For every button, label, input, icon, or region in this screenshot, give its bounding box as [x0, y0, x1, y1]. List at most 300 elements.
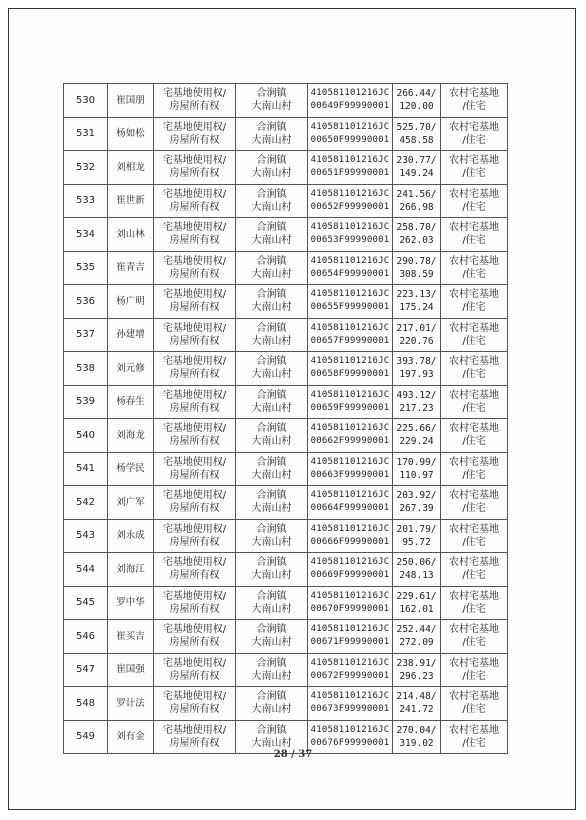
area-line: 272.09 — [399, 637, 434, 649]
location-line: 大南山村 — [251, 570, 292, 582]
location-line: 大南山村 — [251, 101, 292, 113]
land-use-cell — [441, 553, 508, 587]
land-use-line: /住宅 — [462, 536, 486, 548]
unit-id-line: 410581101216JC — [310, 289, 390, 300]
location-line: 大南山村 — [251, 670, 292, 682]
row-number-cell: 533 — [64, 184, 108, 218]
registry-table — [63, 83, 508, 754]
table-row — [64, 653, 508, 687]
land-use-cell — [441, 419, 508, 453]
location-line: 合涧镇 — [256, 255, 287, 267]
land-use-cell — [441, 452, 508, 486]
right-type-line: 房屋所有权 — [169, 168, 220, 180]
location-line: 合涧镇 — [256, 590, 287, 602]
unit-id-line: 00663F99990001 — [310, 469, 390, 480]
land-use-line: /住宅 — [462, 503, 486, 515]
right-type-line: 房屋所有权 — [169, 402, 220, 414]
row-number-cell: 535 — [64, 251, 108, 285]
owner-name-cell: 罗计法 — [108, 687, 154, 721]
right-type-line: 宅基地使用权/ — [162, 590, 227, 602]
row-number-cell: 549 — [64, 720, 108, 754]
area-line: 230.77/ — [396, 155, 437, 167]
row-number-cell: 538 — [64, 352, 108, 386]
unit-id-line: 00669F99990001 — [310, 570, 390, 581]
land-use-line: 农村宅基地 — [449, 255, 499, 267]
land-use-cell — [441, 318, 508, 352]
owner-name-cell: 杨如松 — [108, 117, 154, 151]
area-cell — [393, 553, 441, 587]
row-number-cell: 548 — [64, 687, 108, 721]
area-cell — [393, 352, 441, 386]
row-number-cell: 540 — [64, 419, 108, 453]
unit-id-line: 00672F99990001 — [310, 670, 390, 681]
unit-id-line: 410581101216JC — [310, 222, 390, 233]
right-type-line: 房屋所有权 — [169, 436, 220, 448]
unit-id-line: 410581101216JC — [310, 557, 390, 568]
right-type-cell — [154, 486, 236, 520]
land-use-cell — [441, 519, 508, 553]
table-row — [64, 553, 508, 587]
right-type-line: 房屋所有权 — [169, 570, 220, 582]
land-use-cell — [441, 151, 508, 185]
right-type-line: 宅基地使用权/ — [162, 322, 227, 334]
unit-id-cell — [308, 620, 393, 654]
area-cell — [393, 385, 441, 419]
right-type-cell — [154, 84, 236, 118]
unit-id-line: 00666F99990001 — [310, 536, 390, 547]
location-line: 合涧镇 — [256, 691, 287, 703]
row-number-cell: 541 — [64, 452, 108, 486]
unit-id-cell — [308, 452, 393, 486]
right-type-line: 宅基地使用权/ — [162, 389, 227, 401]
location-cell — [236, 653, 308, 687]
unit-id-line: 00657F99990001 — [310, 335, 390, 346]
unit-id-line: 410581101216JC — [310, 356, 390, 367]
row-number-cell: 546 — [64, 620, 108, 654]
owner-name-cell: 杨广明 — [108, 285, 154, 319]
location-line: 大南山村 — [251, 737, 292, 749]
unit-id-line: 410581101216JC — [310, 322, 390, 333]
unit-id-line: 410581101216JC — [310, 88, 390, 99]
area-line: 220.76 — [399, 335, 434, 347]
unit-id-cell — [308, 653, 393, 687]
right-type-line: 宅基地使用权/ — [162, 155, 227, 167]
area-cell — [393, 653, 441, 687]
land-use-line: 农村宅基地 — [449, 389, 499, 401]
table-row — [64, 184, 508, 218]
area-line: 175.24 — [399, 302, 434, 314]
unit-id-line: 410581101216JC — [310, 657, 390, 668]
right-type-line: 宅基地使用权/ — [162, 557, 227, 569]
location-line: 合涧镇 — [256, 724, 287, 736]
location-cell — [236, 117, 308, 151]
location-cell — [236, 687, 308, 721]
row-number-cell: 530 — [64, 84, 108, 118]
table-row — [64, 687, 508, 721]
land-use-cell — [441, 84, 508, 118]
land-use-line: /住宅 — [462, 369, 486, 381]
table-row — [64, 586, 508, 620]
unit-id-line: 410581101216JC — [310, 155, 390, 166]
right-type-line: 房屋所有权 — [169, 603, 220, 615]
right-type-line: 宅基地使用权/ — [162, 188, 227, 200]
location-cell — [236, 452, 308, 486]
land-use-line: 农村宅基地 — [449, 188, 499, 200]
unit-id-line: 00671F99990001 — [310, 637, 390, 648]
location-cell — [236, 419, 308, 453]
location-cell — [236, 519, 308, 553]
area-line: 214.48/ — [396, 691, 437, 703]
land-use-cell — [441, 486, 508, 520]
unit-id-line: 00652F99990001 — [310, 201, 390, 212]
right-type-cell — [154, 352, 236, 386]
location-cell — [236, 486, 308, 520]
area-line: 493.12/ — [396, 389, 437, 401]
unit-id-cell — [308, 553, 393, 587]
unit-id-cell — [308, 251, 393, 285]
area-line: 250.06/ — [396, 557, 437, 569]
location-cell — [236, 553, 308, 587]
location-line: 大南山村 — [251, 637, 292, 649]
area-line: 248.13 — [399, 570, 434, 582]
right-type-cell — [154, 318, 236, 352]
land-use-line: /住宅 — [462, 101, 486, 113]
table-row — [64, 452, 508, 486]
land-use-line: 农村宅基地 — [449, 88, 499, 100]
location-line: 大南山村 — [251, 201, 292, 213]
row-number-cell: 543 — [64, 519, 108, 553]
land-use-line: 农村宅基地 — [449, 289, 499, 301]
location-line: 大南山村 — [251, 369, 292, 381]
unit-id-line: 00664F99990001 — [310, 503, 390, 514]
unit-id-cell — [308, 151, 393, 185]
land-use-line: 农村宅基地 — [449, 322, 499, 334]
right-type-line: 宅基地使用权/ — [162, 624, 227, 636]
unit-id-line: 410581101216JC — [310, 490, 390, 501]
area-line: 225.66/ — [396, 423, 437, 435]
owner-name-cell: 刘海龙 — [108, 419, 154, 453]
unit-id-line: 410581101216JC — [310, 255, 390, 266]
location-line: 大南山村 — [251, 503, 292, 515]
unit-id-cell — [308, 318, 393, 352]
unit-id-line: 00650F99990001 — [310, 134, 390, 145]
right-type-line: 房屋所有权 — [169, 704, 220, 716]
location-line: 大南山村 — [251, 335, 292, 347]
right-type-cell — [154, 285, 236, 319]
right-type-line: 宅基地使用权/ — [162, 490, 227, 502]
land-use-cell — [441, 620, 508, 654]
area-line: 266.98 — [399, 201, 434, 213]
right-type-line: 房屋所有权 — [169, 335, 220, 347]
area-line: 120.00 — [399, 101, 434, 113]
land-use-line: 农村宅基地 — [449, 222, 499, 234]
location-line: 大南山村 — [251, 134, 292, 146]
location-line: 大南山村 — [251, 436, 292, 448]
area-line: 201.79/ — [396, 523, 437, 535]
land-use-line: /住宅 — [462, 268, 486, 280]
table-row — [64, 84, 508, 118]
owner-name-cell: 崔买吉 — [108, 620, 154, 654]
location-line: 合涧镇 — [256, 88, 287, 100]
right-type-cell — [154, 586, 236, 620]
land-use-line: 农村宅基地 — [449, 724, 499, 736]
table-row — [64, 218, 508, 252]
location-line: 合涧镇 — [256, 356, 287, 368]
land-use-line: /住宅 — [462, 670, 486, 682]
unit-id-cell — [308, 419, 393, 453]
right-type-line: 房屋所有权 — [169, 469, 220, 481]
area-line: 267.39 — [399, 503, 434, 515]
right-type-line: 房屋所有权 — [169, 268, 220, 280]
table-row — [64, 519, 508, 553]
area-line: 270.04/ — [396, 724, 437, 736]
land-use-line: /住宅 — [462, 134, 486, 146]
land-use-cell — [441, 218, 508, 252]
land-use-cell — [441, 184, 508, 218]
area-cell — [393, 184, 441, 218]
land-use-cell — [441, 586, 508, 620]
unit-id-cell — [308, 285, 393, 319]
right-type-line: 宅基地使用权/ — [162, 88, 227, 100]
unit-id-line: 00673F99990001 — [310, 704, 390, 715]
right-type-line: 宅基地使用权/ — [162, 222, 227, 234]
table-row — [64, 385, 508, 419]
land-use-line: 农村宅基地 — [449, 523, 499, 535]
right-type-line: 宅基地使用权/ — [162, 356, 227, 368]
right-type-line: 宅基地使用权/ — [162, 121, 227, 133]
right-type-cell — [154, 687, 236, 721]
unit-id-line: 410581101216JC — [310, 724, 390, 735]
area-line: 217.01/ — [396, 322, 437, 334]
owner-name-cell: 杨学民 — [108, 452, 154, 486]
row-number-cell: 537 — [64, 318, 108, 352]
right-type-cell — [154, 519, 236, 553]
area-cell — [393, 687, 441, 721]
unit-id-line: 410581101216JC — [310, 456, 390, 467]
owner-name-cell: 杨春生 — [108, 385, 154, 419]
owner-name-cell: 孙建增 — [108, 318, 154, 352]
owner-name-cell: 刘海江 — [108, 553, 154, 587]
area-line: 217.23 — [399, 402, 434, 414]
area-line: 203.92/ — [396, 490, 437, 502]
right-type-line: 房屋所有权 — [169, 503, 220, 515]
owner-name-cell: 刘广军 — [108, 486, 154, 520]
row-number-cell: 542 — [64, 486, 108, 520]
row-number-cell: 544 — [64, 553, 108, 587]
unit-id-line: 00651F99990001 — [310, 168, 390, 179]
location-line: 合涧镇 — [256, 456, 287, 468]
right-type-line: 宅基地使用权/ — [162, 724, 227, 736]
table-row — [64, 318, 508, 352]
land-use-cell — [441, 352, 508, 386]
land-use-line: /住宅 — [462, 201, 486, 213]
area-line: 229.24 — [399, 436, 434, 448]
area-cell — [393, 486, 441, 520]
land-use-cell — [441, 285, 508, 319]
right-type-line: 房屋所有权 — [169, 637, 220, 649]
unit-id-line: 00662F99990001 — [310, 436, 390, 447]
unit-id-line: 410581101216JC — [310, 691, 390, 702]
location-line: 合涧镇 — [256, 490, 287, 502]
land-use-line: /住宅 — [462, 335, 486, 347]
owner-name-cell: 崔国强 — [108, 653, 154, 687]
row-number-cell: 547 — [64, 653, 108, 687]
unit-id-line: 410581101216JC — [310, 590, 390, 601]
unit-id-cell — [308, 687, 393, 721]
row-number-cell: 532 — [64, 151, 108, 185]
area-line: 290.78/ — [396, 255, 437, 267]
land-use-line: 农村宅基地 — [449, 557, 499, 569]
land-use-line: 农村宅基地 — [449, 691, 499, 703]
right-type-cell — [154, 117, 236, 151]
unit-id-cell — [308, 519, 393, 553]
right-type-cell — [154, 385, 236, 419]
land-use-line: 农村宅基地 — [449, 456, 499, 468]
land-use-cell — [441, 687, 508, 721]
location-line: 大南山村 — [251, 704, 292, 716]
unit-id-line: 410581101216JC — [310, 121, 390, 132]
row-number-cell: 536 — [64, 285, 108, 319]
right-type-line: 宅基地使用权/ — [162, 456, 227, 468]
table-row — [64, 352, 508, 386]
owner-name-cell: 刘永成 — [108, 519, 154, 553]
location-line: 合涧镇 — [256, 557, 287, 569]
land-use-line: /住宅 — [462, 436, 486, 448]
land-use-line: /住宅 — [462, 637, 486, 649]
land-use-line: 农村宅基地 — [449, 121, 499, 133]
area-line: 258.70/ — [396, 222, 437, 234]
area-line: 238.91/ — [396, 657, 437, 669]
area-cell — [393, 419, 441, 453]
location-line: 合涧镇 — [256, 322, 287, 334]
area-line: 458.58 — [399, 134, 434, 146]
right-type-cell — [154, 653, 236, 687]
location-line: 大南山村 — [251, 536, 292, 548]
registry-table-body — [64, 84, 508, 754]
area-line: 95.72 — [402, 536, 431, 548]
area-line: 308.59 — [399, 268, 434, 280]
location-cell — [236, 385, 308, 419]
area-cell — [393, 218, 441, 252]
location-line: 合涧镇 — [256, 624, 287, 636]
owner-name-cell: 刘元修 — [108, 352, 154, 386]
location-cell — [236, 620, 308, 654]
right-type-line: 宅基地使用权/ — [162, 255, 227, 267]
area-cell — [393, 117, 441, 151]
land-use-line: 农村宅基地 — [449, 590, 499, 602]
right-type-line: 房屋所有权 — [169, 134, 220, 146]
area-cell — [393, 84, 441, 118]
land-use-cell — [441, 653, 508, 687]
table-row — [64, 285, 508, 319]
land-use-line: /住宅 — [462, 235, 486, 247]
right-type-line: 宅基地使用权/ — [162, 657, 227, 669]
land-use-line: 农村宅基地 — [449, 624, 499, 636]
page-number: 28 / 37 — [273, 749, 313, 760]
land-use-line: /住宅 — [462, 603, 486, 615]
location-line: 合涧镇 — [256, 121, 287, 133]
unit-id-cell — [308, 486, 393, 520]
unit-id-line: 00649F99990001 — [310, 101, 390, 112]
location-cell — [236, 586, 308, 620]
area-cell — [393, 151, 441, 185]
right-type-cell — [154, 251, 236, 285]
area-line: 296.23 — [399, 670, 434, 682]
right-type-line: 宅基地使用权/ — [162, 523, 227, 535]
land-use-line: /住宅 — [462, 469, 486, 481]
location-cell — [236, 84, 308, 118]
right-type-line: 房屋所有权 — [169, 670, 220, 682]
unit-id-line: 410581101216JC — [310, 188, 390, 199]
area-line: 223.13/ — [396, 289, 437, 301]
right-type-line: 房屋所有权 — [169, 101, 220, 113]
unit-id-line: 00658F99990001 — [310, 369, 390, 380]
unit-id-line: 410581101216JC — [310, 423, 390, 434]
location-cell — [236, 151, 308, 185]
owner-name-cell: 刘相龙 — [108, 151, 154, 185]
row-number-cell: 534 — [64, 218, 108, 252]
location-line: 大南山村 — [251, 235, 292, 247]
area-line: 525.70/ — [396, 121, 437, 133]
table-row — [64, 620, 508, 654]
area-line: 262.03 — [399, 235, 434, 247]
right-type-line: 房屋所有权 — [169, 369, 220, 381]
unit-id-line: 00653F99990001 — [310, 235, 390, 246]
area-cell — [393, 251, 441, 285]
unit-id-cell — [308, 352, 393, 386]
right-type-cell — [154, 218, 236, 252]
unit-id-line: 410581101216JC — [310, 523, 390, 534]
location-line: 大南山村 — [251, 469, 292, 481]
table-row — [64, 251, 508, 285]
right-type-line: 宅基地使用权/ — [162, 691, 227, 703]
row-number-cell: 531 — [64, 117, 108, 151]
area-line: 241.72 — [399, 704, 434, 716]
land-use-line: /住宅 — [462, 570, 486, 582]
right-type-line: 房屋所有权 — [169, 201, 220, 213]
right-type-cell — [154, 419, 236, 453]
land-use-line: /住宅 — [462, 402, 486, 414]
area-line: 149.24 — [399, 168, 434, 180]
table-row — [64, 486, 508, 520]
land-use-line: 农村宅基地 — [449, 490, 499, 502]
location-line: 合涧镇 — [256, 222, 287, 234]
table-row — [64, 151, 508, 185]
unit-id-line: 00670F99990001 — [310, 603, 390, 614]
unit-id-line: 410581101216JC — [310, 389, 390, 400]
location-line: 大南山村 — [251, 603, 292, 615]
right-type-cell — [154, 620, 236, 654]
table-row — [64, 117, 508, 151]
location-line: 合涧镇 — [256, 423, 287, 435]
location-cell — [236, 251, 308, 285]
location-cell — [236, 352, 308, 386]
location-line: 合涧镇 — [256, 523, 287, 535]
right-type-line: 房屋所有权 — [169, 536, 220, 548]
location-cell — [236, 184, 308, 218]
unit-id-line: 00654F99990001 — [310, 268, 390, 279]
location-cell — [236, 318, 308, 352]
area-line: 241.56/ — [396, 188, 437, 200]
location-line: 大南山村 — [251, 268, 292, 280]
unit-id-cell — [308, 385, 393, 419]
unit-id-cell — [308, 184, 393, 218]
right-type-line: 宅基地使用权/ — [162, 423, 227, 435]
land-use-line: 农村宅基地 — [449, 356, 499, 368]
area-line: 252.44/ — [396, 624, 437, 636]
area-line: 197.93 — [399, 369, 434, 381]
location-cell — [236, 285, 308, 319]
